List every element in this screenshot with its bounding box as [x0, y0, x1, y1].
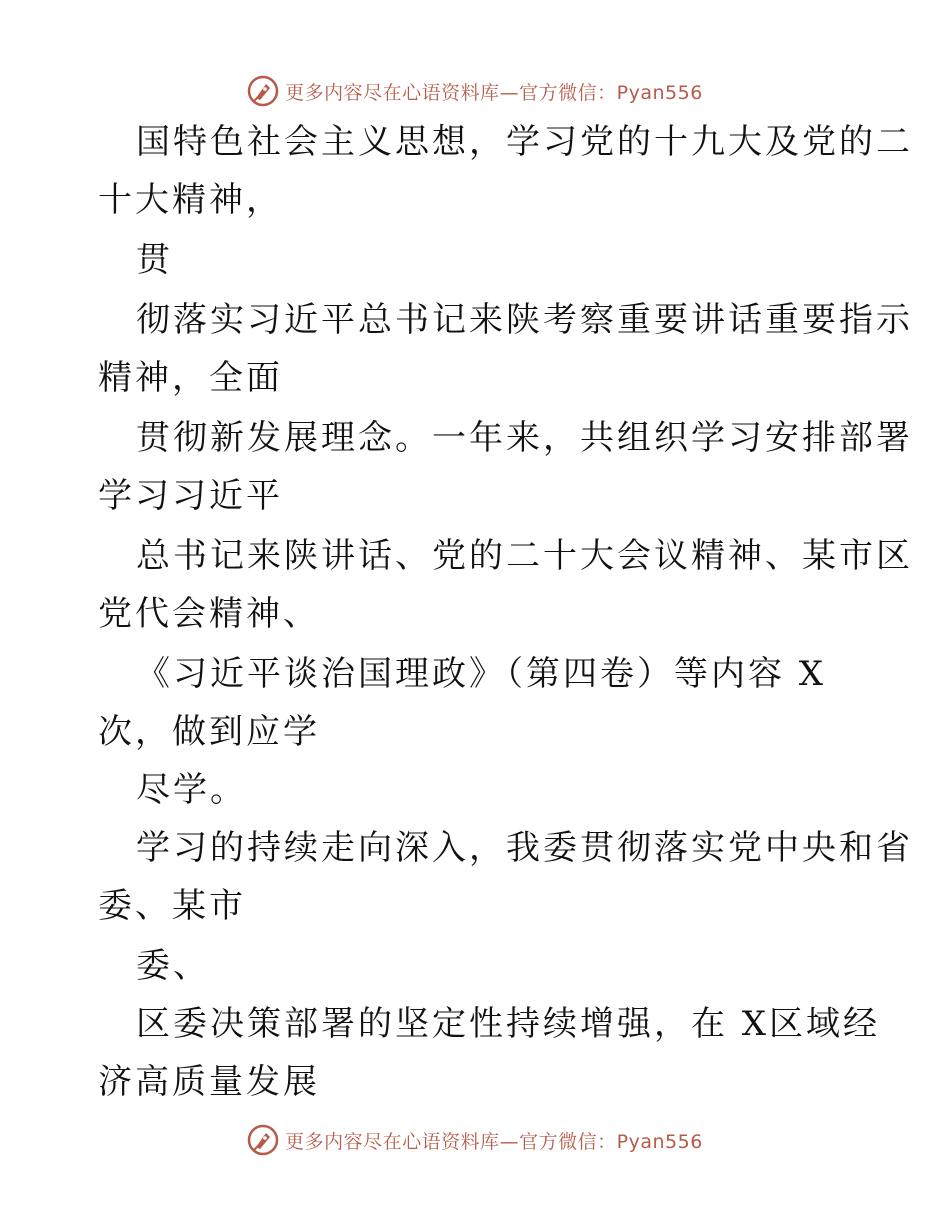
body-line: 总书记来陕讲话、党的二十大会议精神、某市区 — [136, 536, 913, 576]
body-line: 委、某市 — [98, 886, 246, 926]
body-line: 贯 — [136, 240, 173, 280]
body-line: 彻落实习近平总书记来陕考察重要讲话重要指示 — [136, 300, 913, 340]
body-line: 学习习近平 — [98, 476, 283, 516]
body-line: 济高质量发展 — [98, 1062, 320, 1102]
body-line: 《习近平谈治国理政》（第四卷）等内容 X — [136, 654, 827, 694]
footer-watermark — [0, 1122, 950, 1158]
body-line: 区委决策部署的坚定性持续增强，在 X区域经 — [136, 1004, 881, 1044]
body-line: 次，做到应学 — [98, 712, 320, 752]
body-line: 贯彻新发展理念。一年来，共组织学习安排部署 — [136, 418, 913, 458]
header-watermark — [0, 73, 950, 109]
pen-nib-logo-icon — [247, 1124, 279, 1156]
watermark-text: 更多内容尽在心语资料库—官方微信：Pyan556 — [285, 1130, 703, 1153]
body-line: 党代会精神、 — [98, 594, 320, 634]
pen-nib-logo-icon — [247, 75, 279, 107]
body-line: 学习的持续走向深入，我委贯彻落实党中央和省 — [136, 828, 913, 868]
body-line: 尽学。 — [136, 770, 247, 810]
body-line: 委、 — [136, 946, 210, 986]
body-line: 国特色社会主义思想，学习党的十九大及党的二 — [136, 122, 913, 162]
watermark-text: 更多内容尽在心语资料库—官方微信：Pyan556 — [285, 81, 703, 104]
body-line: 十大精神， — [98, 180, 283, 220]
body-line: 精神，全面 — [98, 358, 283, 398]
